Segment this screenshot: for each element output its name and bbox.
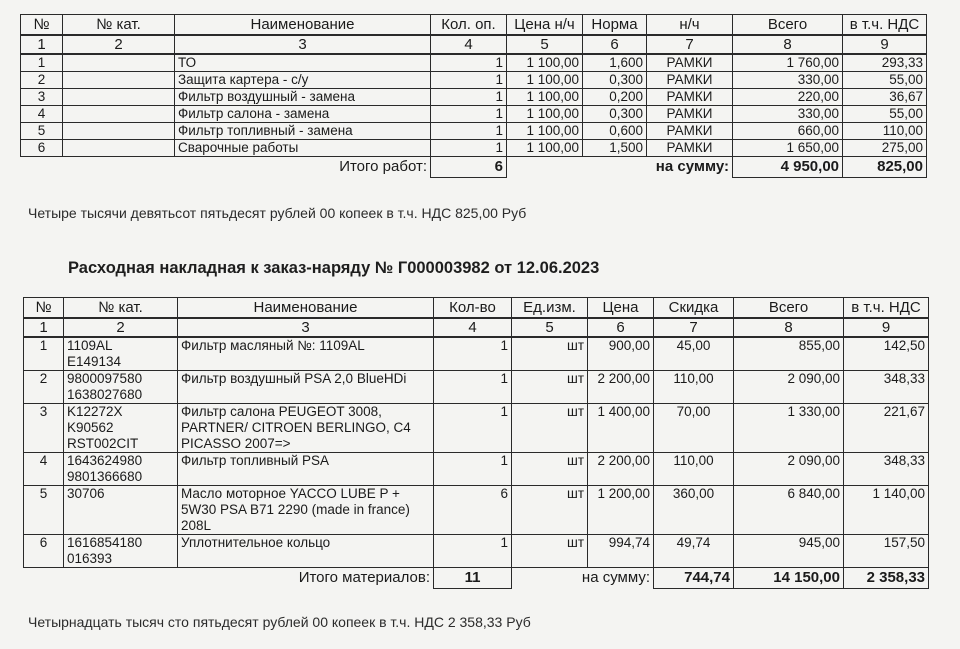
vat-amount: 293,33 (843, 54, 927, 72)
column-number: 8 (734, 318, 844, 337)
material-name: Масло моторное YACCO LUBE P + 5W30 PSA B71 2290 (made in france) 208L (178, 486, 434, 535)
discount: 360,00 (654, 486, 734, 535)
column-header: Кол. оп. (431, 15, 507, 36)
work-name: Сварочные работы (175, 140, 431, 157)
vat-amount: 55,00 (843, 72, 927, 89)
hour-unit: РАМКИ (647, 106, 733, 123)
hour-unit: РАМКИ (647, 123, 733, 140)
hourly-price: 1 100,00 (507, 123, 583, 140)
total-amount: 330,00 (733, 72, 843, 89)
column-number: 7 (647, 35, 733, 54)
table-row (24, 404, 929, 453)
column-number: 2 (64, 318, 178, 337)
norm-hours: 0,200 (583, 89, 647, 106)
operation-count: 1 (431, 140, 507, 157)
column-header: Всего (734, 298, 844, 319)
catalog-number: 9800097580 1638027680 (64, 371, 178, 404)
catalog-number: 1109AL E149134 (64, 337, 178, 371)
hourly-price: 1 100,00 (507, 89, 583, 106)
operation-count: 1 (431, 106, 507, 123)
hour-unit: РАМКИ (647, 54, 733, 72)
catalog-number (63, 140, 175, 157)
row-number: 4 (24, 453, 64, 486)
operation-count: 1 (431, 72, 507, 89)
column-header: н/ч (647, 15, 733, 36)
column-header: Цена (588, 298, 654, 319)
catalog-number (63, 72, 175, 89)
works-colnum-row (21, 35, 927, 54)
column-header: № (24, 298, 64, 319)
table-row (21, 72, 927, 89)
column-number: 2 (63, 35, 175, 54)
catalog-number (63, 89, 175, 106)
material-name: Фильтр топливный PSA (178, 453, 434, 486)
unit-price: 2 200,00 (588, 371, 654, 404)
total-amount: 855,00 (734, 337, 844, 371)
quantity: 1 (434, 371, 512, 404)
material-name: Уплотнительное кольцо (178, 535, 434, 568)
hourly-price: 1 100,00 (507, 140, 583, 157)
column-number: 8 (733, 35, 843, 54)
quantity: 1 (434, 453, 512, 486)
works-header-row (21, 15, 927, 36)
work-name: ТО (175, 54, 431, 72)
column-header: Цена н/ч (507, 15, 583, 36)
catalog-number: K12272X K90562 RST002CIT (64, 404, 178, 453)
discount: 70,00 (654, 404, 734, 453)
unit-price: 994,74 (588, 535, 654, 568)
table-row (21, 140, 927, 157)
works-total-label: Итого работ: (339, 158, 427, 175)
catalog-number: 30706 (64, 486, 178, 535)
column-header: Скидка (654, 298, 734, 319)
column-header: № кат. (64, 298, 178, 319)
row-number: 2 (21, 72, 63, 89)
materials-sum-label: на сумму: (581, 569, 650, 586)
total-amount: 660,00 (733, 123, 843, 140)
vat-amount: 55,00 (843, 106, 927, 123)
vat-amount: 275,00 (843, 140, 927, 157)
table-row (21, 89, 927, 106)
discount: 110,00 (654, 453, 734, 486)
norm-hours: 0,300 (583, 106, 647, 123)
vat-amount: 157,50 (844, 535, 929, 568)
discount: 110,00 (654, 371, 734, 404)
vat-amount: 1 140,00 (844, 486, 929, 535)
hour-unit: РАМКИ (647, 72, 733, 89)
operation-count: 1 (431, 123, 507, 140)
total-amount: 1 650,00 (733, 140, 843, 157)
total-amount: 2 090,00 (734, 453, 844, 486)
row-number: 6 (21, 140, 63, 157)
column-header: Всего (733, 15, 843, 36)
norm-hours: 1,600 (583, 54, 647, 72)
row-number: 3 (24, 404, 64, 453)
vat-amount: 348,33 (844, 453, 929, 486)
column-number: 5 (507, 35, 583, 54)
column-header: Ед.изм. (512, 298, 588, 319)
row-number: 1 (21, 54, 63, 72)
column-header: Норма (583, 15, 647, 36)
column-number: 9 (843, 35, 927, 54)
discount: 49,74 (654, 535, 734, 568)
works-total-words: Четыре тысячи девятьсот пятьдесят рублей 00 копеек в т.ч. НДС 825,00 Руб (28, 205, 527, 221)
material-name: Фильтр масляный №: 1109AL (178, 337, 434, 371)
unit-of-measure: шт (512, 486, 588, 535)
row-number: 1 (24, 337, 64, 371)
catalog-number (63, 123, 175, 140)
row-number: 5 (24, 486, 64, 535)
column-header: № (21, 15, 63, 36)
unit-price: 1 400,00 (588, 404, 654, 453)
norm-hours: 0,300 (583, 72, 647, 89)
operation-count: 1 (431, 89, 507, 106)
column-number: 4 (434, 318, 512, 337)
table-row (21, 123, 927, 140)
discount: 45,00 (654, 337, 734, 371)
hourly-price: 1 100,00 (507, 54, 583, 72)
quantity: 6 (434, 486, 512, 535)
materials-total-row (24, 568, 929, 589)
hourly-price: 1 100,00 (507, 106, 583, 123)
vat-amount: 110,00 (843, 123, 927, 140)
total-amount: 6 840,00 (734, 486, 844, 535)
materials-total-words: Четырнадцать тысяч сто пятьдесят рублей 00 копеек в т.ч. НДС 2 358,33 Руб (28, 614, 531, 630)
work-name: Фильтр воздушный - замена (175, 89, 431, 106)
materials-total-label: Итого материалов: (298, 569, 430, 586)
column-number: 3 (178, 318, 434, 337)
works-table (20, 14, 927, 178)
total-amount: 330,00 (733, 106, 843, 123)
column-number: 1 (21, 35, 63, 54)
operation-count: 1 (431, 54, 507, 72)
catalog-number (63, 54, 175, 72)
column-header: № кат. (63, 15, 175, 36)
row-number: 3 (21, 89, 63, 106)
row-number: 6 (24, 535, 64, 568)
work-name: Фильтр салона - замена (175, 106, 431, 123)
material-name: Фильтр воздушный PSA 2,0 BlueHDi (178, 371, 434, 404)
row-number: 2 (24, 371, 64, 404)
unit-price: 2 200,00 (588, 453, 654, 486)
works-sum-vat: 825,00 (843, 157, 927, 178)
vat-amount: 348,33 (844, 371, 929, 404)
column-number: 6 (583, 35, 647, 54)
total-amount: 2 090,00 (734, 371, 844, 404)
quantity: 1 (434, 535, 512, 568)
column-number: 9 (844, 318, 929, 337)
hour-unit: РАМКИ (647, 89, 733, 106)
unit-price: 900,00 (588, 337, 654, 371)
unit-of-measure: шт (512, 337, 588, 371)
vat-amount: 142,50 (844, 337, 929, 371)
unit-of-measure: шт (512, 535, 588, 568)
hour-unit: РАМКИ (647, 140, 733, 157)
row-number: 4 (21, 106, 63, 123)
materials-sum-total: 14 150,00 (734, 568, 844, 589)
materials-sum-vat: 2 358,33 (844, 568, 929, 589)
vat-amount: 221,67 (844, 404, 929, 453)
unit-of-measure: шт (512, 404, 588, 453)
total-amount: 1 760,00 (733, 54, 843, 72)
materials-header-row (24, 298, 929, 319)
works-sum-label: на сумму: (655, 158, 729, 175)
materials-table (23, 297, 929, 589)
norm-hours: 1,500 (583, 140, 647, 157)
vat-amount: 36,67 (843, 89, 927, 106)
table-row (24, 535, 929, 568)
material-name: Фильтр салона PEUGEOT 3008, PARTNER/ CITROEN BERLINGO, C4 PICASSO 2007=> (178, 404, 434, 453)
works-total-row (21, 157, 927, 178)
unit-of-measure: шт (512, 453, 588, 486)
unit-price: 1 200,00 (588, 486, 654, 535)
invoice-title: Расходная накладная к заказ-наряду № Г000003982 от 12.06.2023 (68, 259, 600, 277)
work-name: Фильтр топливный - замена (175, 123, 431, 140)
works-total-count: 6 (431, 157, 507, 178)
quantity: 1 (434, 337, 512, 371)
column-header: Наименование (178, 298, 434, 319)
column-number: 5 (512, 318, 588, 337)
total-amount: 220,00 (733, 89, 843, 106)
materials-colnum-row (24, 318, 929, 337)
materials-total-count: 11 (434, 568, 512, 589)
column-header: в т.ч. НДС (844, 298, 929, 319)
hourly-price: 1 100,00 (507, 72, 583, 89)
unit-of-measure: шт (512, 371, 588, 404)
catalog-number: 1643624980 9801366680 (64, 453, 178, 486)
column-number: 3 (175, 35, 431, 54)
table-row (24, 453, 929, 486)
column-number: 4 (431, 35, 507, 54)
catalog-number (63, 106, 175, 123)
total-amount: 1 330,00 (734, 404, 844, 453)
total-amount: 945,00 (734, 535, 844, 568)
column-header: Наименование (175, 15, 431, 36)
table-row (21, 106, 927, 123)
quantity: 1 (434, 404, 512, 453)
table-row (24, 371, 929, 404)
row-number: 5 (21, 123, 63, 140)
table-row (21, 54, 927, 72)
column-number: 1 (24, 318, 64, 337)
work-name: Защита картера - с/у (175, 72, 431, 89)
works-sum-total: 4 950,00 (733, 157, 843, 178)
table-row (24, 486, 929, 535)
table-row (24, 337, 929, 371)
column-header: Кол-во (434, 298, 512, 319)
column-header: в т.ч. НДС (843, 15, 927, 36)
column-number: 6 (588, 318, 654, 337)
column-number: 7 (654, 318, 734, 337)
norm-hours: 0,600 (583, 123, 647, 140)
catalog-number: 1616854180 016393 (64, 535, 178, 568)
materials-sum-discount: 744,74 (654, 568, 734, 589)
